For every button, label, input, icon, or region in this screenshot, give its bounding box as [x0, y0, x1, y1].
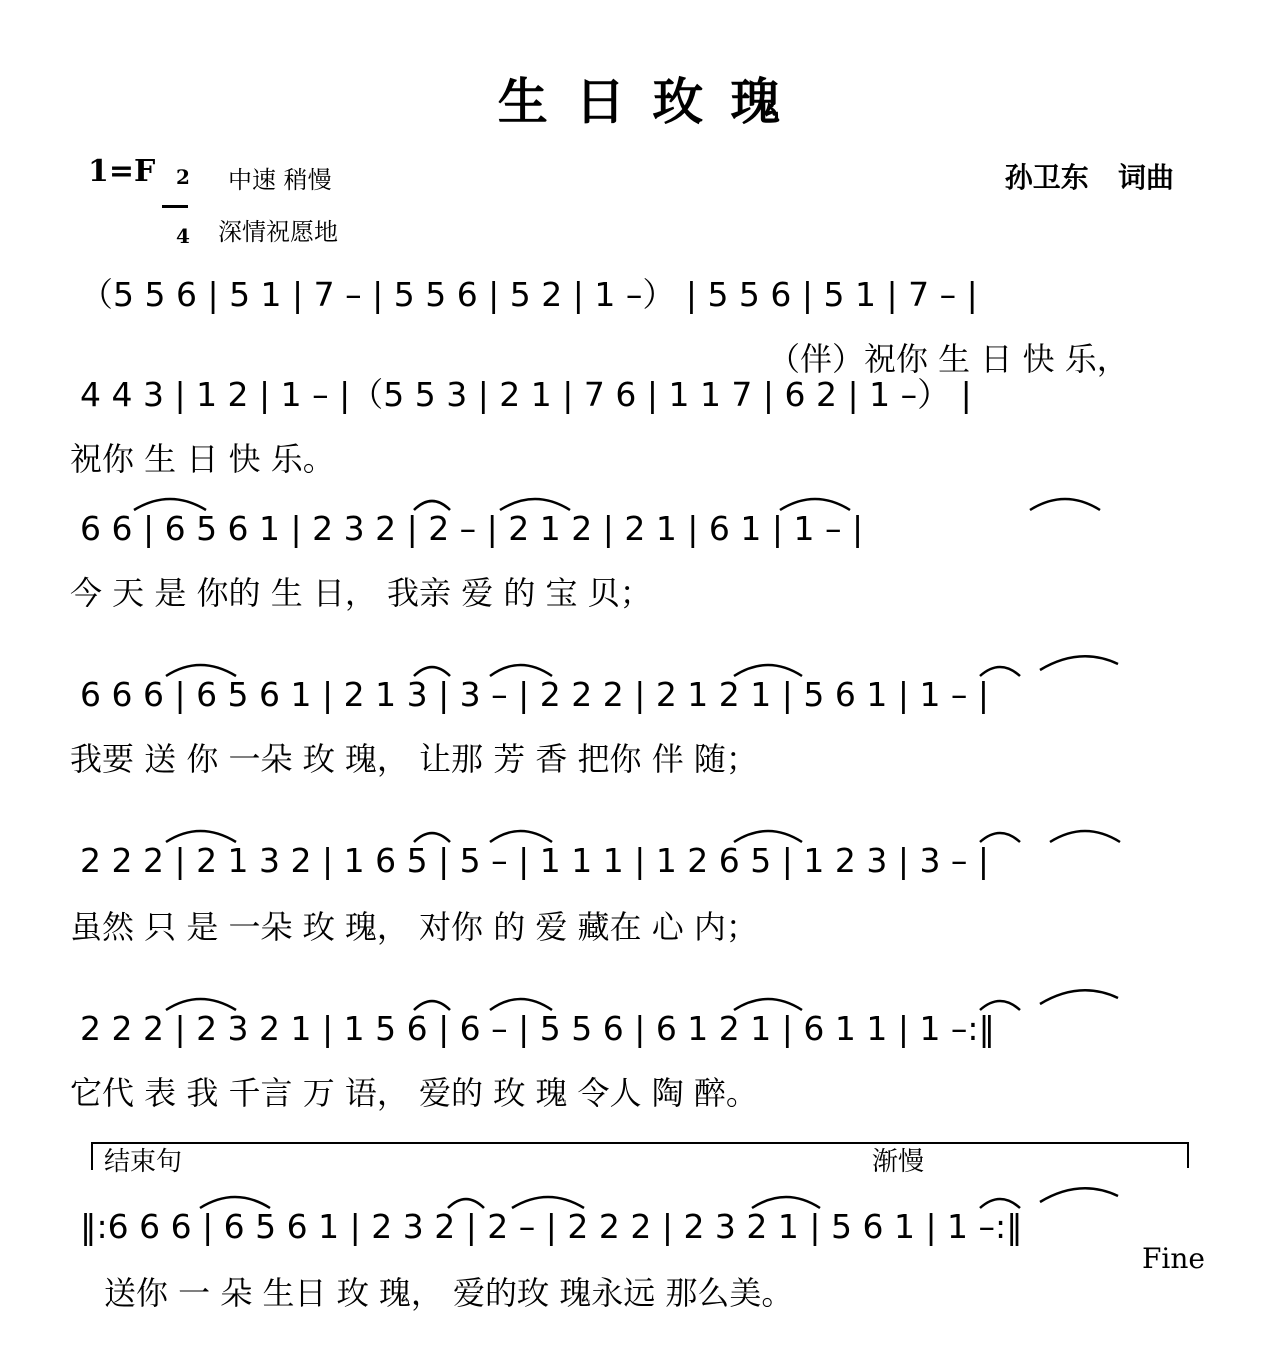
- lyrics-line-4: 我要 送 你 一朵 玫 瑰， 让那 芳 香 把你 伴 随；: [70, 740, 758, 778]
- staff-line-2-notes: 4 4 3 | 1 2 | 1 – |（5 5 3 | 2 1 | 7 6 | 1 1 7 | 6 2 | 1 –） |: [80, 375, 972, 414]
- lyrics-line-7: 送你 一 朵 生日 玫 瑰， 爱的玫 瑰永远 那么美。: [104, 1274, 794, 1312]
- composer-credit: 孙卫东 词曲: [1004, 161, 1174, 194]
- lyrics-line-5: 虽然 只 是 一朵 玫 瑰， 对你 的 爱 藏在 心 内；: [70, 908, 758, 946]
- slur: [1040, 1188, 1118, 1202]
- lyric-lines: [70, 340, 1129, 1312]
- meter-top: 2: [175, 165, 190, 189]
- staff-line-5-notes: 2 2 2 | 2 1 3 2 | 1 6 5 | 5 – | 1 1 1 | 1 2 6 5 | 1 2 3 | 3 – |: [80, 841, 990, 880]
- slur: [1040, 656, 1118, 670]
- slur: [1030, 499, 1100, 510]
- slur: [1040, 990, 1118, 1004]
- slur: [1050, 831, 1120, 842]
- tempo-marking: 中速 稍慢: [228, 166, 332, 194]
- staff-line-1-notes: （5 5 6 | 5 1 | 7 – | 5 5 6 | 5 2 | 1 –） | 5 5 6 | 5 1 | 7 – |: [80, 275, 978, 314]
- staff-line-3-notes: 6 6 | 6 5 6 1 | 2 3 2 | 2 – | 2 1 2 | 2 1 | 6 1 | 1 – |: [80, 509, 864, 548]
- lyrics-line-2: 祝你 生 日 快 乐。: [70, 440, 335, 478]
- expression-marking: 深情祝愿地: [218, 218, 338, 246]
- coda-label: 结束句: [104, 1147, 183, 1177]
- key-signature: 1=F: [88, 154, 156, 189]
- coda-bracket: [92, 1143, 1188, 1170]
- lyrics-line-1: （伴）祝你 生 日 快 乐，: [768, 340, 1129, 378]
- staff-line-6-notes: 2 2 2 | 2 3 2 1 | 1 5 6 | 6 – | 5 5 6 | 6 1 2 1 | 6 1 1 | 1 –:‖: [80, 1009, 996, 1048]
- staff-line-4-notes: 6 6 6 | 6 5 6 1 | 2 1 3 | 3 – | 2 2 2 | 2 1 2 1 | 5 6 1 | 1 – |: [80, 675, 990, 714]
- song-title: 生日玫瑰: [497, 73, 808, 131]
- fine-label: Fine: [1142, 1242, 1205, 1275]
- bracket-line: [92, 1143, 1188, 1170]
- lyrics-line-6: 它代 表 我 千言 万 语， 爱的 玫 瑰 令人 陶 醉。: [70, 1074, 758, 1112]
- ritardando-label: 渐慢: [872, 1147, 925, 1177]
- lyrics-line-3: 今 天 是 你的 生 日， 我亲 爱 的 宝 贝；: [70, 574, 652, 612]
- staff-line-7-notes: ‖:6 6 6 | 6 5 6 1 | 2 3 2 | 2 – | 2 2 2 | 2 3 2 1 | 5 6 1 | 1 –:‖: [80, 1207, 1023, 1246]
- meter-bottom: 4: [175, 224, 190, 248]
